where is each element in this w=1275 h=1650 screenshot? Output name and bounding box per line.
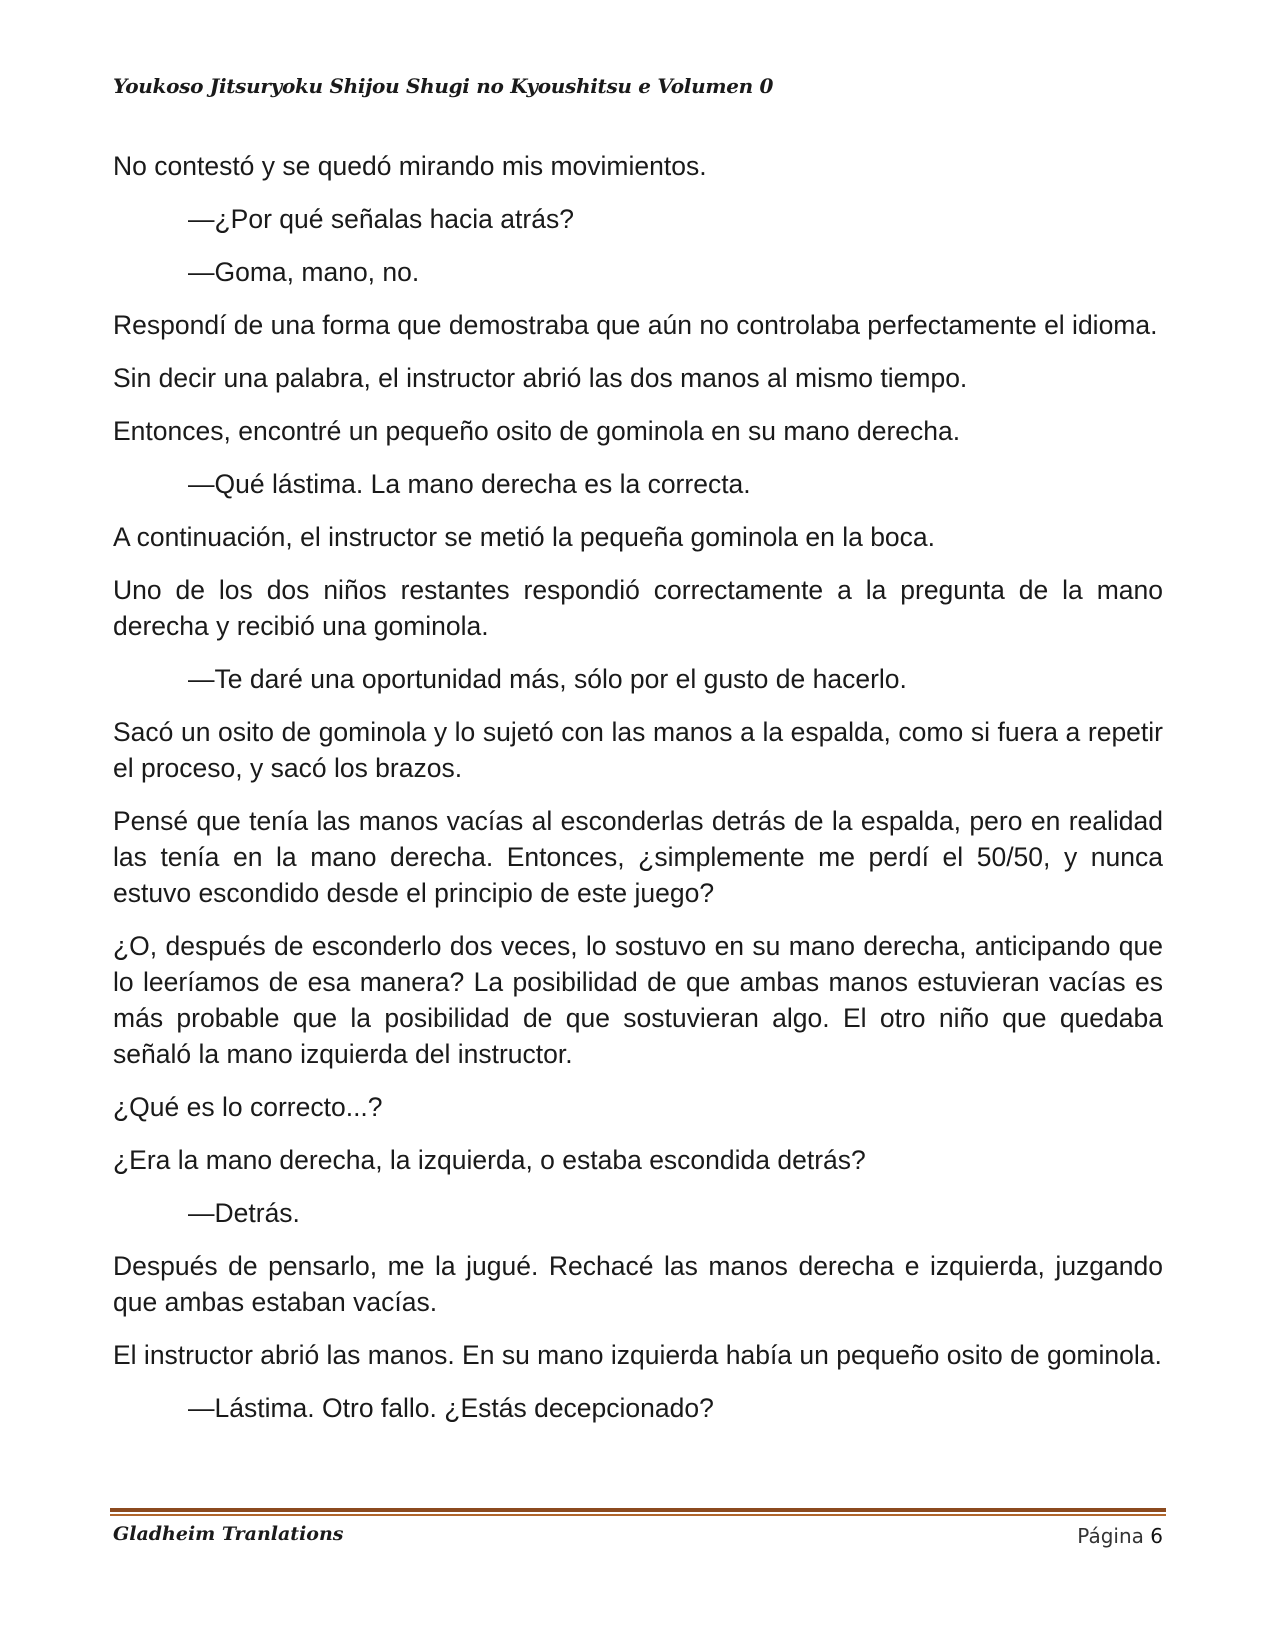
paragraph: ¿O, después de esconderlo dos veces, lo sostuvo en su mano derecha, anticipando que lo leeríamos de esa manera? La posibilidad de que ambas manos estuvieran vacías es más probable que la posibilidad de que sostuvieran algo. El otro niño que quedaba señaló la mano izquierda del instructor. <box>113 931 1163 1069</box>
paragraph: Sin decir una palabra, el instructor abrió las dos manos al mismo tiempo. <box>113 363 968 393</box>
paragraph: Después de pensarlo, me la jugué. Rechacé las manos derecha e izquierda, juzgando que ambas estaban vacías. <box>113 1251 1163 1317</box>
paragraph: Sacó un osito de gominola y lo sujetó con las manos a la espalda, como si fuera a repetir el proceso, y sacó los brazos. <box>113 717 1163 783</box>
paragraph: Respondí de una forma que demostraba que aún no controlaba perfectamente el idioma. <box>113 310 1158 340</box>
paragraph: El instructor abrió las manos. En su mano izquierda había un pequeño osito de gominola. <box>113 1340 1162 1370</box>
paragraph: Entonces, encontré un pequeño osito de gominola en su mano derecha. <box>113 416 961 446</box>
dialog-line: —Goma, mano, no. <box>188 257 420 287</box>
dialog-line: —¿Por qué señalas hacia atrás? <box>188 204 574 234</box>
page-number-block <box>1077 1524 1163 1548</box>
paragraph: A continuación, el instructor se metió la pequeña gominola en la boca. <box>113 522 936 552</box>
dialog-line: —Detrás. <box>188 1198 300 1228</box>
paragraph: Pensé que tenía las manos vacías al esconderlas detrás de la espalda, pero en realidad las tenía en la mano derecha. Entonces, ¿simplemente me perdí el 50/50, y nunca estuvo escondido desde el principio de este juego? <box>113 806 1163 908</box>
footer-divider <box>110 1508 1166 1516</box>
page-header-title: Youkoso Jitsuryoku Shijou Shugi no Kyoushitsu e Volumen 0 <box>113 74 774 98</box>
dialog-line: —Qué lástima. La mano derecha es la correcta. <box>188 469 751 499</box>
footer-divider-thin <box>110 1514 1166 1516</box>
dialog-line: —Te daré una oportunidad más, sólo por el gusto de hacerlo. <box>188 664 907 694</box>
paragraph: ¿Era la mano derecha, la izquierda, o estaba escondida detrás? <box>113 1145 866 1175</box>
page-number: 6 <box>1150 1524 1163 1548</box>
page-label: Página <box>1077 1524 1144 1548</box>
paragraph: No contestó y se quedó mirando mis movimientos. <box>113 151 707 181</box>
footer-divider-thick <box>110 1508 1166 1512</box>
dialog-line: —Lástima. Otro fallo. ¿Estás decepcionado? <box>188 1393 714 1423</box>
paragraph: Uno de los dos niños restantes respondió correctamente a la pregunta de la mano derecha y recibió una gominola. <box>113 575 1163 641</box>
paragraph: ¿Qué es lo correcto...? <box>113 1092 383 1122</box>
footer-credit: Gladheim Tranlations <box>113 1523 344 1545</box>
chapter-body <box>113 148 1163 1443</box>
